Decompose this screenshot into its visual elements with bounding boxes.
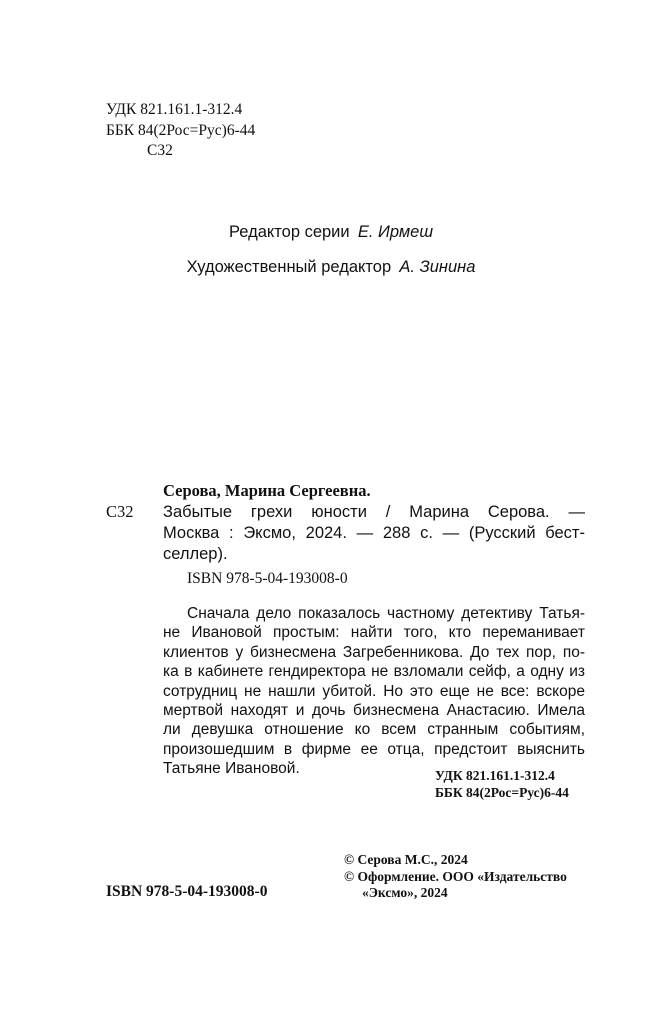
udk-code: УДК 821.161.1-312.4 (106, 101, 243, 118)
bibliographic-description (163, 502, 585, 565)
annotation-line: мертвой находят и дочь бизнесмена Анастасию. Имела (163, 702, 585, 720)
annotation-line: ли девушка отношение ко всем странным событиям, (163, 721, 585, 739)
annotation (163, 604, 585, 779)
copyright-author: © Серова М.С., 2024 (344, 852, 468, 867)
copyright-design: © Оформление. ООО «Издательство (344, 868, 567, 884)
annotation-line: Татьяне Ивановой. (163, 760, 300, 778)
art-editor-label: Художественный редактор (186, 258, 392, 276)
annotation-line: сотрудниц не нашли убитой. Но это еще не все: вскоре (163, 682, 585, 700)
right-classification-codes (435, 768, 569, 801)
top-classification-codes (106, 100, 255, 162)
author-mark: С32 (147, 142, 173, 159)
udk-code-right: УДК 821.161.1-312.4 (435, 768, 555, 783)
class-mark: С32 (106, 502, 134, 521)
title-line: селлер). (163, 545, 228, 563)
isbn-bottom: ISBN 978-5-04-193008-0 (106, 883, 268, 900)
bbk-code-right: ББК 84(2Рос=Рус)6-44 (435, 784, 569, 800)
bbk-code: ББК 84(2Рос=Рус)6-44 (106, 121, 256, 139)
annotation-line: Сначала дело показалось частному детективу Татья- (187, 605, 585, 622)
title-line: Москва : Эксмо, 2024. — 288 с. — (Русский бест- (163, 524, 585, 542)
copyright-block (344, 852, 567, 902)
series-editor-label: Редактор серии (228, 223, 350, 241)
art-editor-name: А. Зинина (399, 258, 476, 276)
copyright-publisher: «Эксмо», 2024 (362, 885, 448, 900)
annotation-line: не Ивановой простым: найти того, кто переманивает (163, 624, 585, 642)
art-editor-line (0, 257, 662, 277)
annotation-line: произошедшим в фирме ее отца, предстоит выяснить (163, 740, 585, 758)
series-editor-name: Е. Ирмеш (357, 223, 434, 241)
series-editor-line (0, 222, 662, 242)
annotation-line: ка в кабинете гендиректора не взломали сейф, а одну из (163, 663, 585, 681)
annotation-line: клиентов у бизнесмена Загребенникова. До тех пор, по- (163, 643, 585, 661)
author-heading: Серова, Марина Сергеевна. (163, 481, 371, 500)
title-line: Забытые грехи юности / Марина Серова. — (163, 503, 585, 521)
isbn-inline: ISBN 978-5-04-193008-0 (187, 570, 348, 587)
